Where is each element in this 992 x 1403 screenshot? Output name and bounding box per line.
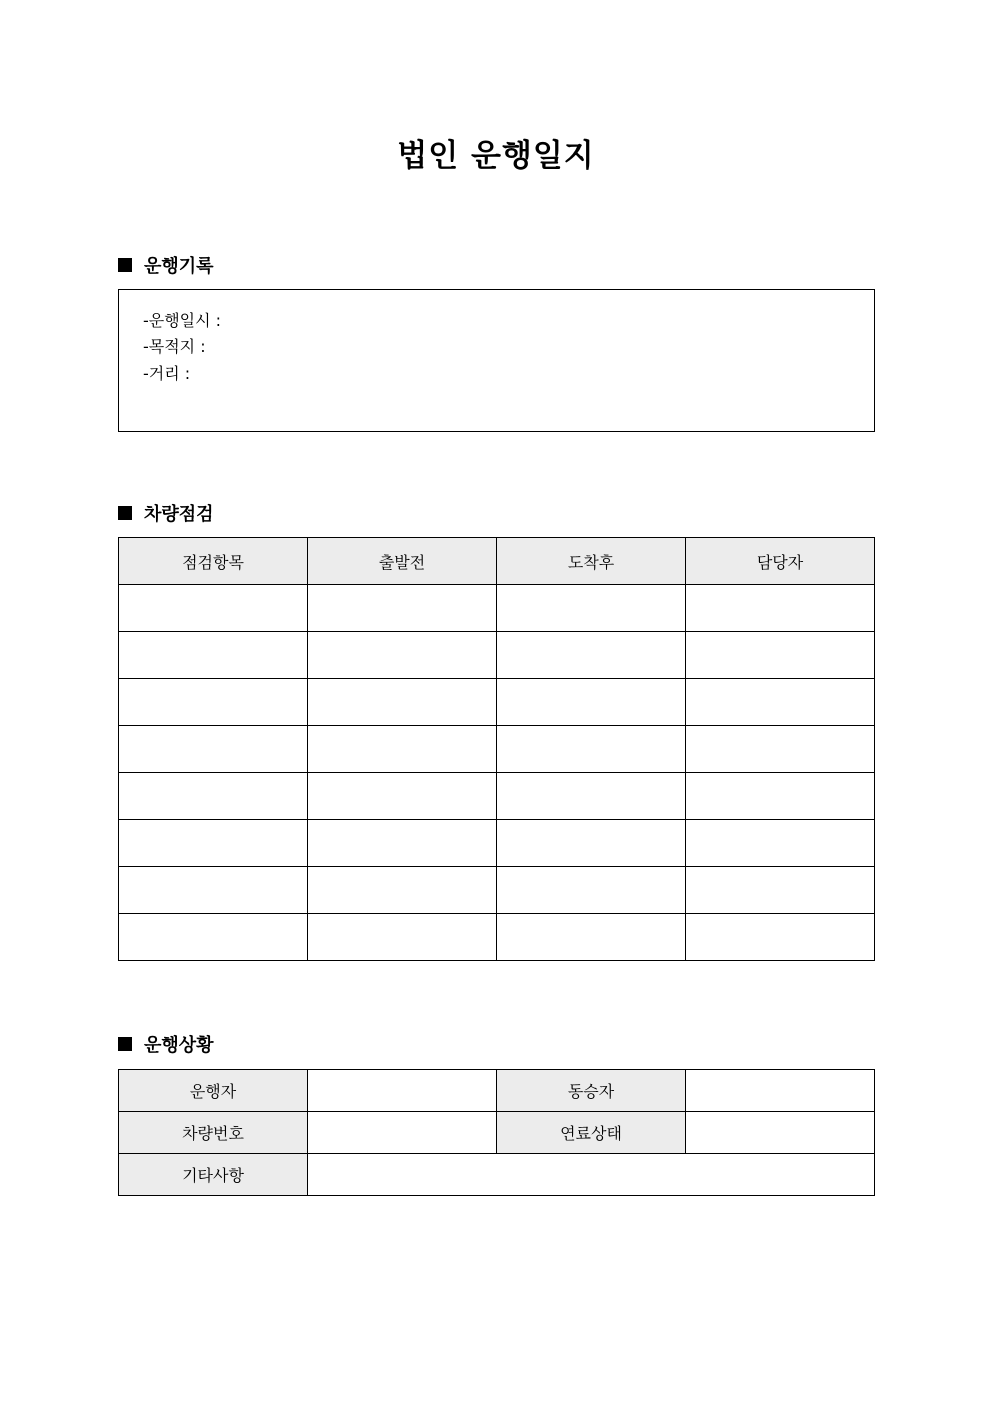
table-cell[interactable] bbox=[308, 632, 497, 679]
driver-label: 운행자 bbox=[119, 1070, 308, 1112]
table-cell[interactable] bbox=[308, 773, 497, 820]
table-cell[interactable] bbox=[497, 914, 686, 961]
record-line-distance: -거리 : bbox=[143, 364, 191, 383]
vehicle-number-label: 차량번호 bbox=[119, 1112, 308, 1154]
passenger-value-cell[interactable] bbox=[686, 1070, 875, 1112]
etc-value-cell[interactable] bbox=[308, 1154, 875, 1196]
table-row bbox=[119, 726, 875, 773]
column-header-item: 점검항목 bbox=[119, 538, 308, 585]
table-cell[interactable] bbox=[308, 679, 497, 726]
record-box bbox=[118, 289, 875, 432]
table-cell[interactable] bbox=[119, 679, 308, 726]
table-row bbox=[119, 632, 875, 679]
vehicle-number-value-cell[interactable] bbox=[308, 1112, 497, 1154]
square-bullet-icon bbox=[118, 506, 132, 520]
table-cell[interactable] bbox=[119, 820, 308, 867]
table-header-row bbox=[119, 538, 875, 585]
table-cell[interactable] bbox=[497, 867, 686, 914]
table-cell[interactable] bbox=[119, 726, 308, 773]
table-cell[interactable] bbox=[686, 726, 875, 773]
table-row bbox=[119, 679, 875, 726]
table-cell[interactable] bbox=[308, 726, 497, 773]
table-cell[interactable] bbox=[119, 914, 308, 961]
table-cell[interactable] bbox=[497, 679, 686, 726]
page-title: 법인 운행일지 bbox=[397, 138, 595, 174]
table-cell[interactable] bbox=[686, 679, 875, 726]
section-heading-record bbox=[118, 253, 214, 277]
column-header-after-arrival: 도착후 bbox=[497, 538, 686, 585]
record-line-destination: -목적지 : bbox=[143, 337, 206, 356]
table-row bbox=[119, 820, 875, 867]
table-cell[interactable] bbox=[686, 820, 875, 867]
table-cell[interactable] bbox=[119, 867, 308, 914]
inspection-table bbox=[118, 537, 875, 961]
column-header-manager: 담당자 bbox=[686, 538, 875, 585]
fuel-status-value-cell[interactable] bbox=[686, 1112, 875, 1154]
section-heading-status bbox=[118, 1032, 214, 1056]
table-cell[interactable] bbox=[686, 632, 875, 679]
table-cell[interactable] bbox=[497, 820, 686, 867]
table-cell[interactable] bbox=[686, 867, 875, 914]
table-cell[interactable] bbox=[308, 914, 497, 961]
square-bullet-icon bbox=[118, 258, 132, 272]
square-bullet-icon bbox=[118, 1037, 132, 1051]
table-cell[interactable] bbox=[497, 632, 686, 679]
table-cell[interactable] bbox=[497, 585, 686, 632]
table-cell[interactable] bbox=[497, 726, 686, 773]
table-row bbox=[119, 1112, 875, 1154]
table-row bbox=[119, 1070, 875, 1112]
fuel-status-label: 연료상태 bbox=[497, 1112, 686, 1154]
section-heading-inspection bbox=[118, 501, 214, 525]
table-cell[interactable] bbox=[119, 632, 308, 679]
status-table bbox=[118, 1069, 875, 1196]
table-cell[interactable] bbox=[308, 585, 497, 632]
table-cell[interactable] bbox=[686, 773, 875, 820]
driver-value-cell[interactable] bbox=[308, 1070, 497, 1112]
table-cell[interactable] bbox=[308, 820, 497, 867]
table-cell[interactable] bbox=[308, 867, 497, 914]
table-row bbox=[119, 585, 875, 632]
table-row bbox=[119, 1154, 875, 1196]
passenger-label: 동승자 bbox=[497, 1070, 686, 1112]
section-heading-label: 운행기록 bbox=[144, 256, 214, 277]
table-row bbox=[119, 867, 875, 914]
section-heading-label: 차량점검 bbox=[144, 504, 214, 525]
table-cell[interactable] bbox=[119, 585, 308, 632]
table-cell[interactable] bbox=[119, 773, 308, 820]
table-cell[interactable] bbox=[686, 914, 875, 961]
table-cell[interactable] bbox=[686, 585, 875, 632]
table-cell[interactable] bbox=[497, 773, 686, 820]
table-row bbox=[119, 773, 875, 820]
column-header-before-departure: 출발전 bbox=[308, 538, 497, 585]
table-row bbox=[119, 914, 875, 961]
section-heading-label: 운행상황 bbox=[144, 1035, 214, 1056]
record-line-datetime: -운행일시 : bbox=[143, 311, 222, 330]
etc-label: 기타사항 bbox=[119, 1154, 308, 1196]
